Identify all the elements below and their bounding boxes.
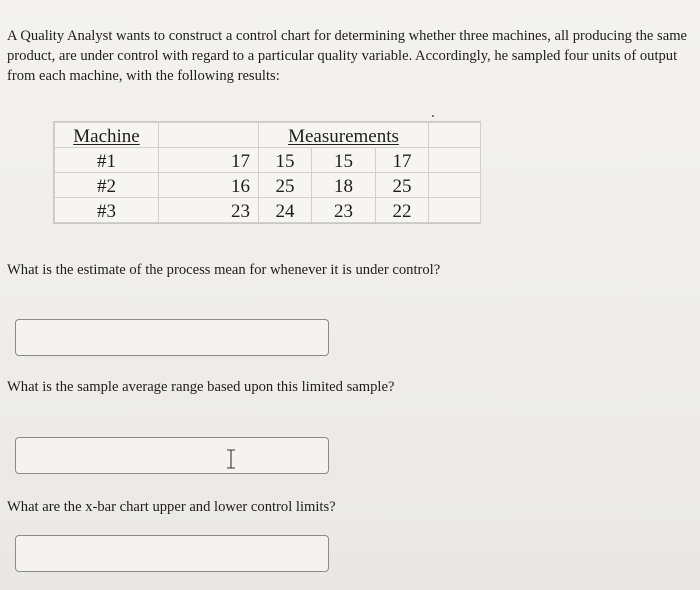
measurement-cell: 17 bbox=[376, 148, 429, 173]
measurement-cell: 15 bbox=[259, 148, 312, 173]
measurement-cell: 18 bbox=[312, 173, 376, 198]
question-average-range: What is the sample average range based upon this limited sample? bbox=[7, 379, 395, 395]
question-process-mean: What is the estimate of the process mean for whenever it is under control? bbox=[7, 262, 441, 278]
measurement-cell: 15 bbox=[312, 148, 376, 173]
table-header-row bbox=[55, 123, 481, 148]
machine-label: #3 bbox=[55, 198, 159, 223]
measurements-table bbox=[53, 121, 481, 224]
control-limits-answer-input[interactable] bbox=[15, 535, 329, 572]
measurement-cell: 17 bbox=[159, 148, 259, 173]
measurement-cell: 25 bbox=[376, 173, 429, 198]
stray-dot bbox=[432, 115, 434, 117]
machine-label: #1 bbox=[55, 148, 159, 173]
measurements-header: Measurements bbox=[288, 126, 399, 147]
machine-label: #2 bbox=[55, 173, 159, 198]
question-control-limits: What are the x-bar chart upper and lower control limits? bbox=[7, 499, 336, 515]
table-row bbox=[55, 198, 481, 223]
i-beam-cursor-icon bbox=[226, 449, 236, 469]
measurement-cell: 16 bbox=[159, 173, 259, 198]
process-mean-answer-input[interactable] bbox=[15, 319, 329, 356]
average-range-answer-input[interactable] bbox=[15, 437, 329, 474]
measurement-cell: 23 bbox=[312, 198, 376, 223]
machine-header: Machine bbox=[73, 126, 140, 147]
problem-statement: A Quality Analyst wants to construct a control chart for determining whether three machines, all producing the same product, are under control with regard to a particular quality variable. Accordingly, he sampled four units of output from each machine, with the following results: bbox=[7, 28, 688, 84]
measurement-cell: 24 bbox=[259, 198, 312, 223]
measurement-cell: 23 bbox=[159, 198, 259, 223]
measurement-cell: 25 bbox=[259, 173, 312, 198]
table-row bbox=[55, 148, 481, 173]
measurement-cell: 22 bbox=[376, 198, 429, 223]
table-row bbox=[55, 173, 481, 198]
